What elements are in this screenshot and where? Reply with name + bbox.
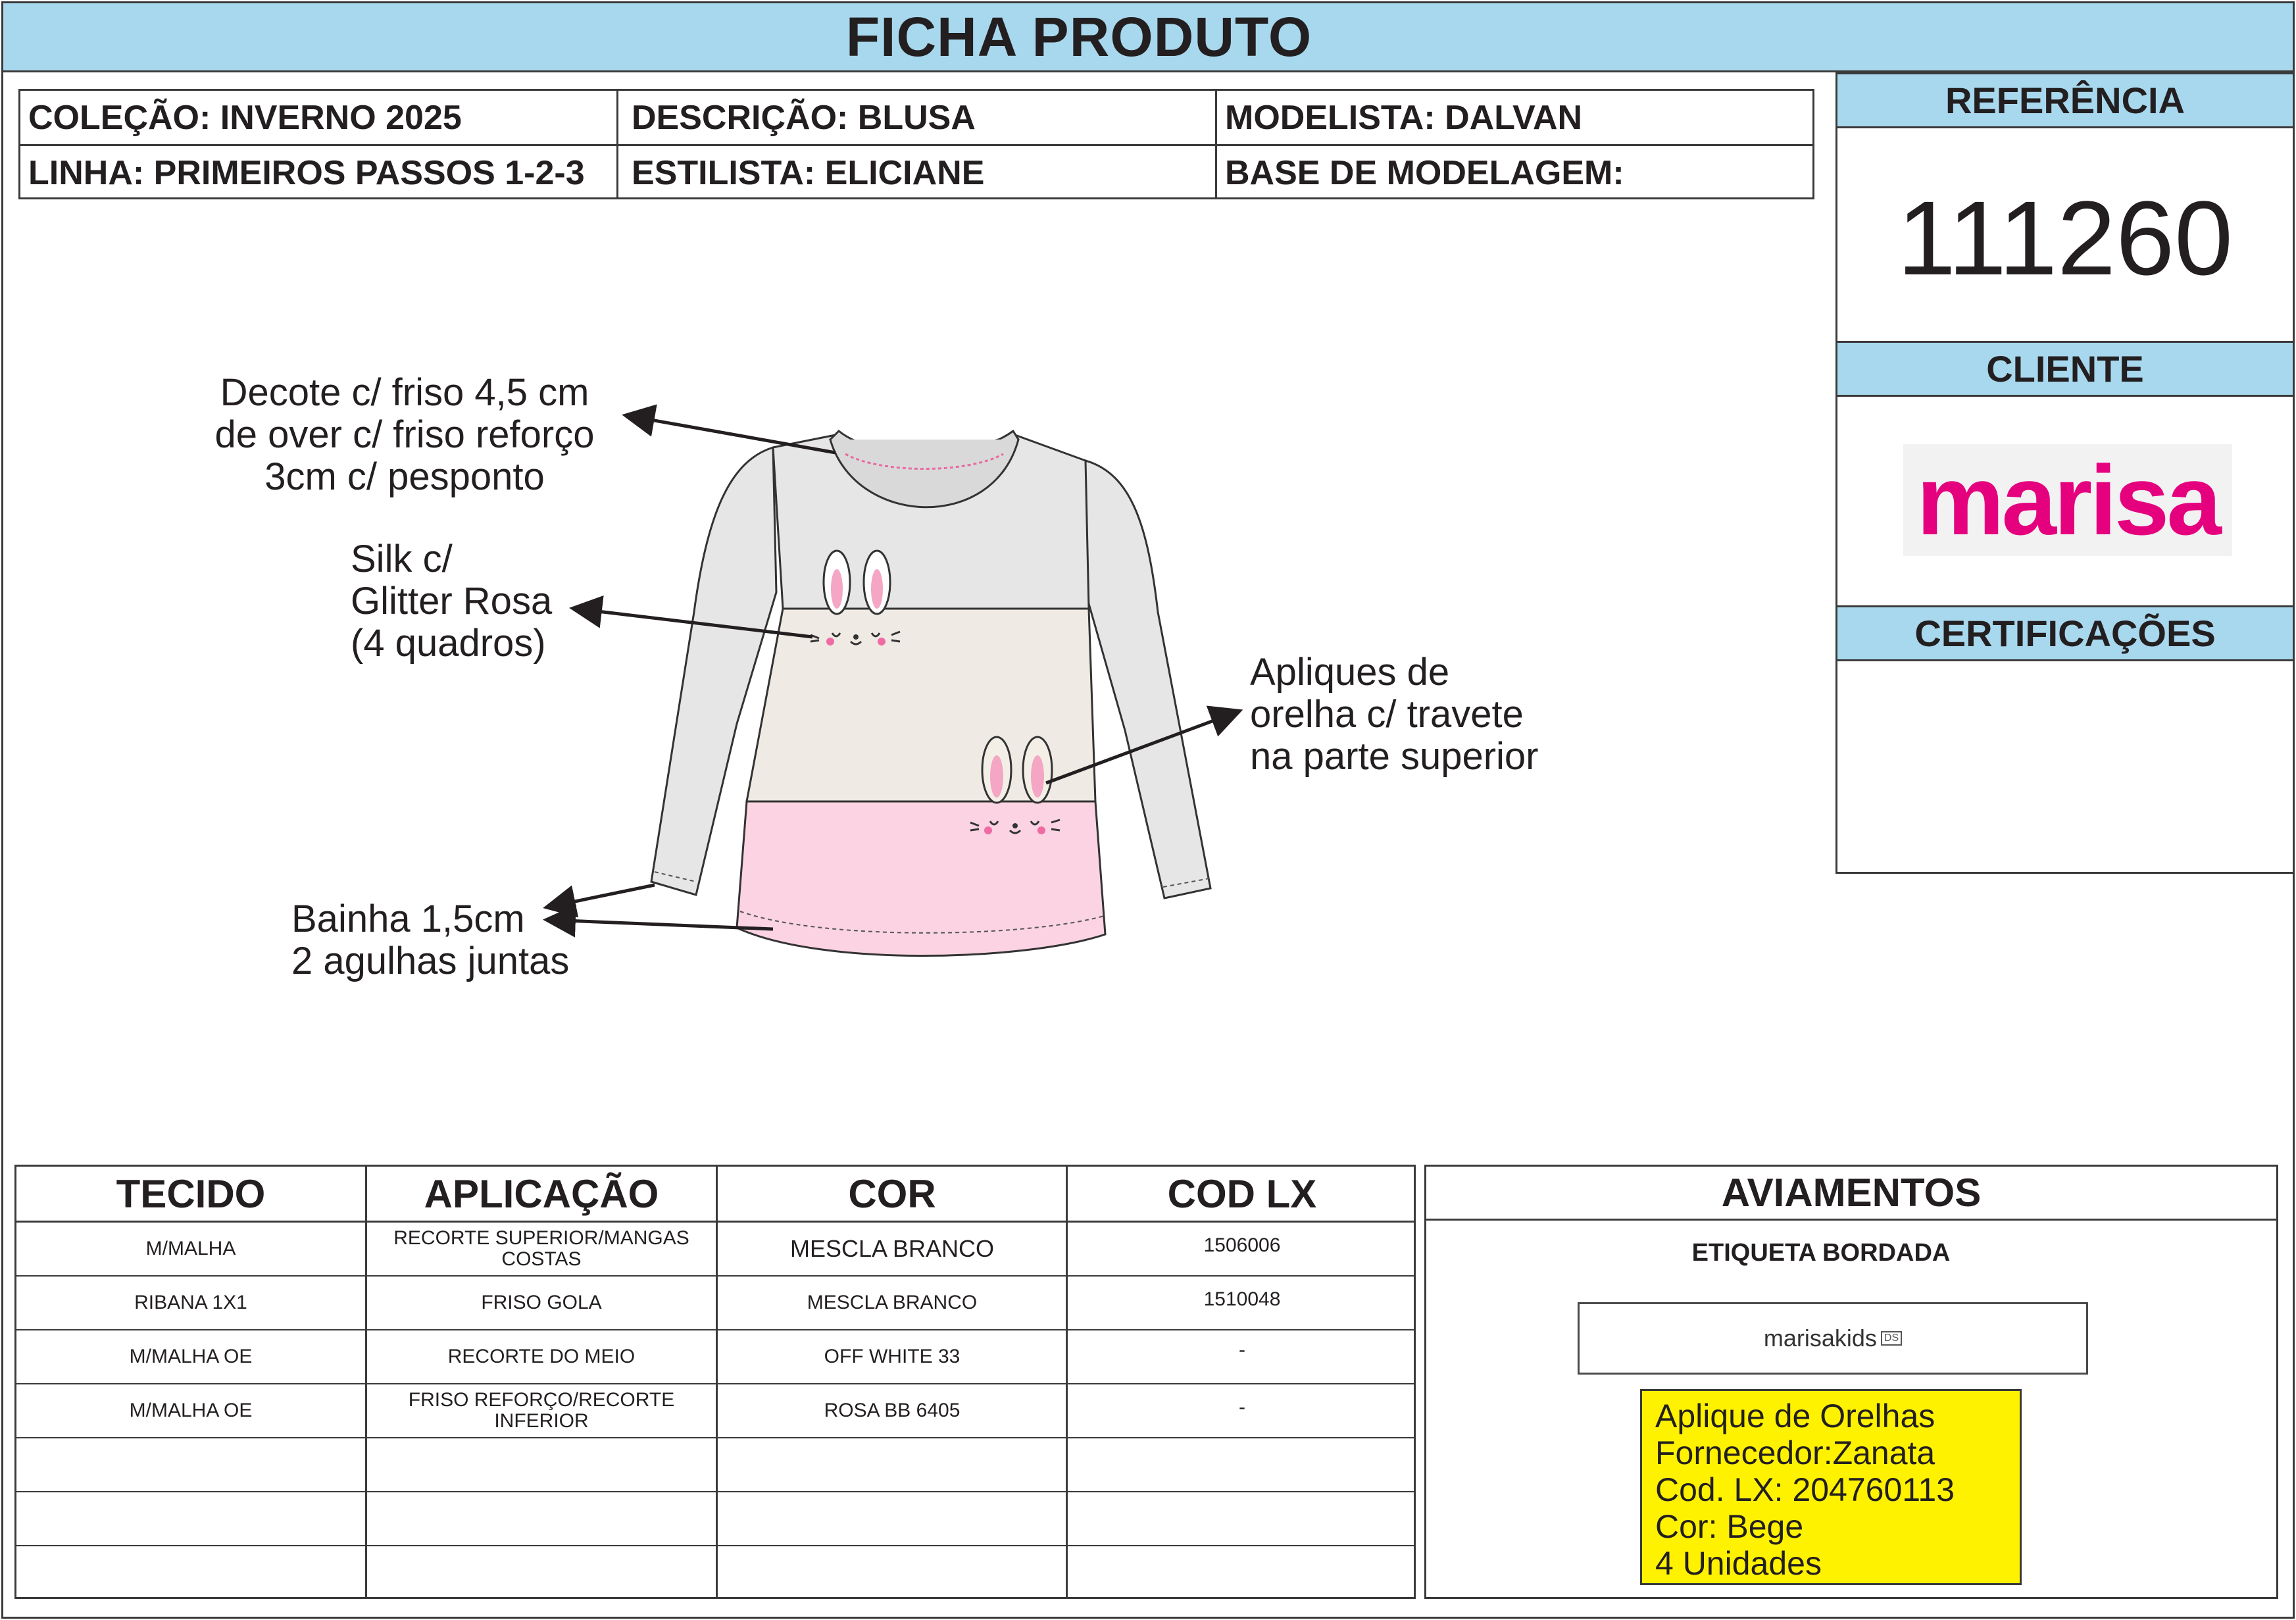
aplique-note bbox=[1640, 1389, 2022, 1585]
header-cod-lx: COD LX bbox=[1167, 1171, 1317, 1216]
table-cell: FRISO GOLA bbox=[481, 1292, 602, 1313]
aviamentos-panel bbox=[1424, 1165, 2278, 1599]
page-title: FICHA PRODUTO bbox=[845, 5, 1312, 68]
table-cell: M/MALHA OE bbox=[129, 1346, 253, 1367]
table-cell: ROSA BB 6405 bbox=[824, 1400, 961, 1421]
note-line: 4 Unidades bbox=[1655, 1545, 1822, 1582]
label-logo: marisakids bbox=[1763, 1325, 1877, 1352]
estilista-field: ESTILISTA: ELICIANE bbox=[632, 153, 985, 192]
cliente-header: CLIENTE bbox=[1837, 341, 2293, 397]
colecao-field: COLEÇÃO: INVERNO 2025 bbox=[28, 98, 462, 137]
note-line: Fornecedor:Zanata bbox=[1655, 1434, 1935, 1471]
label-badge: DS bbox=[1881, 1331, 1902, 1346]
modelista-field: MODELISTA: DALVAN bbox=[1225, 98, 1583, 137]
note-line: (4 quadros) bbox=[351, 622, 546, 665]
silk-note bbox=[351, 538, 627, 665]
referencia-header: REFERÊNCIA bbox=[1837, 72, 2293, 128]
header-cor: COR bbox=[848, 1171, 936, 1216]
note-line: Aplique de Orelhas bbox=[1655, 1398, 1935, 1434]
note-line: 3cm c/ pesponto bbox=[264, 455, 545, 498]
certificacoes-header: CERTIFICAÇÕES bbox=[1837, 605, 2293, 661]
table-cell: - bbox=[1239, 1396, 1245, 1418]
table-row-divider bbox=[16, 1545, 1414, 1546]
reference-number: 111260 bbox=[1897, 179, 2234, 297]
table-row-divider bbox=[16, 1491, 1414, 1492]
table-cell: RECORTE SUPERIOR/MANGAS COSTAS bbox=[393, 1227, 689, 1270]
fabric-table bbox=[14, 1165, 1416, 1599]
table-cell: RECORTE DO MEIO bbox=[447, 1346, 636, 1367]
note-line: Silk c/ bbox=[351, 538, 453, 580]
decote-arrow bbox=[628, 416, 836, 453]
woven-label-sample bbox=[1578, 1302, 2088, 1375]
note-line: Decote c/ friso 4,5 cm bbox=[220, 371, 589, 414]
table-cell: 1506006 bbox=[1203, 1234, 1281, 1256]
note-line: na parte superior bbox=[1250, 735, 1539, 778]
apliques-note bbox=[1250, 651, 1645, 778]
note-line: Glitter Rosa bbox=[351, 580, 553, 622]
table-cell: MESCLA BRANCO bbox=[807, 1292, 978, 1313]
marisa-logo: marisa bbox=[1903, 444, 2232, 556]
table-cell: RIBANA 1X1 bbox=[134, 1292, 247, 1313]
bainha-note bbox=[291, 898, 620, 982]
table-cell: - bbox=[1239, 1339, 1245, 1361]
header-aplicacao: APLICAÇÃO bbox=[424, 1171, 659, 1216]
note-line: Apliques de bbox=[1250, 651, 1450, 694]
note-line: Bainha 1,5cm bbox=[291, 898, 525, 940]
note-line: Cor: Bege bbox=[1655, 1508, 1804, 1545]
descricao-field: DESCRIÇÃO: BLUSA bbox=[632, 98, 976, 137]
header-tecido: TECIDO bbox=[116, 1171, 266, 1216]
table-cell: MESCLA BRANCO bbox=[789, 1235, 995, 1262]
base-modelagem-field: BASE DE MODELAGEM: bbox=[1225, 153, 1624, 192]
aviamentos-title: AVIAMENTOS bbox=[1426, 1167, 2276, 1221]
table-cell: 1510048 bbox=[1203, 1288, 1281, 1310]
table-cell: M/MALHA bbox=[145, 1238, 236, 1259]
etiqueta-label: ETIQUETA BORDADA bbox=[1691, 1239, 1951, 1267]
table-cell: FRISO REFORÇO/RECORTE INFERIOR bbox=[408, 1389, 675, 1432]
table-row-divider bbox=[16, 1437, 1414, 1438]
table-cell: M/MALHA OE bbox=[129, 1400, 253, 1421]
note-line: Cod. LX: 204760113 bbox=[1655, 1471, 1955, 1508]
table-cell: OFF WHITE 33 bbox=[824, 1346, 961, 1367]
right-sleeve bbox=[1086, 461, 1210, 898]
reference-panel bbox=[1835, 72, 2295, 874]
note-line: de over c/ friso reforço bbox=[214, 413, 595, 456]
linha-field: LINHA: PRIMEIROS PASSOS 1-2-3 bbox=[28, 153, 585, 192]
decote-note bbox=[191, 372, 618, 498]
note-line: orelha c/ travete bbox=[1250, 693, 1524, 736]
note-line: 2 agulhas juntas bbox=[291, 940, 570, 982]
